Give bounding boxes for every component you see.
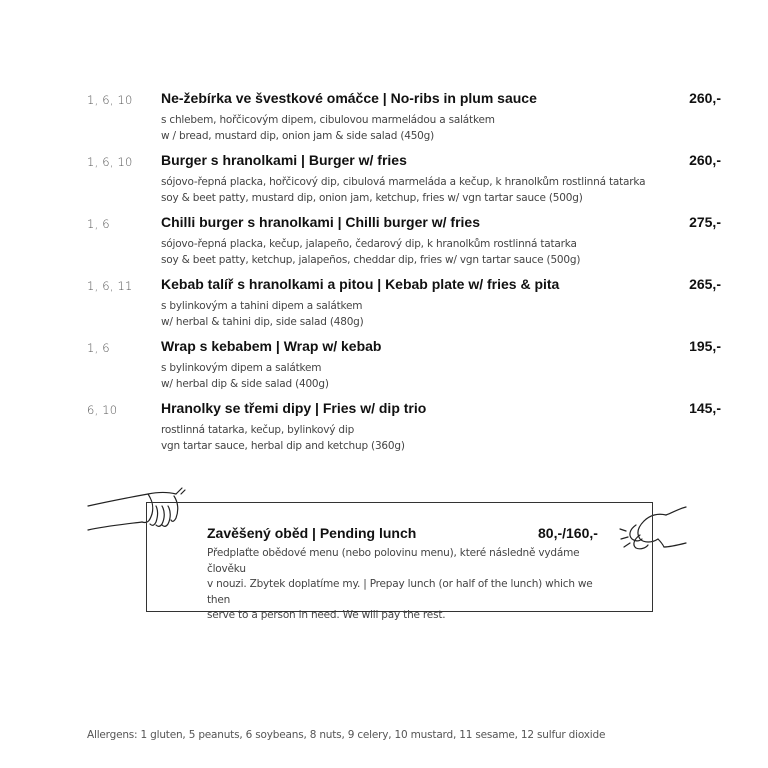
dish-description-en: w/ herbal dip & side salad (400g)	[161, 377, 329, 390]
dish-description-cz: sójovo-řepná placka, kečup, jalapeño, čedarový dip, k hranolkům rostlinná tatarka	[161, 238, 577, 250]
dish-description-en: w / bread, mustard dip, onion jam & side salad (450g)	[161, 129, 435, 142]
menu-item	[0, 336, 768, 398]
pending-lunch-price: 80,-/160,-	[538, 525, 598, 541]
allergen-codes: 1, 6, 10	[87, 155, 133, 169]
dish-title: Ne-žebírka ve švestkové omáčce | No-ribs in plum sauce	[161, 90, 537, 106]
dish-title: Burger s hranolkami | Burger w/ fries	[161, 152, 407, 168]
dish-description	[161, 423, 405, 454]
dish-description	[161, 299, 364, 330]
pending-lunch-title: Zavěšený oběd | Pending lunch	[207, 525, 417, 541]
allergens-legend: Allergens: 1 gluten, 5 peanuts, 6 soybeans, 8 nuts, 9 celery, 10 mustard, 11 sesame, 12 sulfur dioxide	[87, 729, 606, 741]
dish-title: Wrap s kebabem | Wrap w/ kebab	[161, 338, 382, 354]
dish-price: 260,-	[689, 152, 721, 168]
dish-description-en: vgn tartar sauce, herbal dip and ketchup (360g)	[161, 439, 405, 452]
pending-lunch-line: Předplaťte obědové menu (nebo polovinu menu), které následně vydáme člověku	[207, 547, 580, 575]
dish-price: 260,-	[689, 90, 721, 106]
pending-lunch-description	[207, 546, 617, 624]
allergen-codes: 1, 6	[87, 217, 110, 231]
menu-item	[0, 398, 768, 460]
menu-item	[0, 212, 768, 274]
dish-price: 195,-	[689, 338, 721, 354]
dish-description-cz: s bylinkovým a tahini dipem a salátkem	[161, 300, 363, 312]
menu-item	[0, 150, 768, 212]
dish-description	[161, 361, 329, 392]
pending-lunch-line: serve to a person in need. We will pay the rest.	[207, 609, 446, 621]
allergen-codes: 1, 6, 11	[87, 279, 133, 293]
dish-title: Kebab talíř s hranolkami a pitou | Kebab plate w/ fries & pita	[161, 276, 560, 292]
menu-item	[0, 88, 768, 150]
dish-description-cz: rostlinná tatarka, kečup, bylinkový dip	[161, 424, 355, 436]
dish-title: Hranolky se třemi dipy | Fries w/ dip trio	[161, 400, 427, 416]
allergen-codes: 1, 6, 10	[87, 93, 133, 107]
dish-description	[161, 113, 495, 144]
dish-description	[161, 237, 580, 268]
pending-lunch-line: v nouzi. Zbytek doplatíme my. | Prepay lunch (or half of the lunch) which we then	[207, 578, 593, 606]
allergen-codes: 1, 6	[87, 341, 110, 355]
menu-item	[0, 274, 768, 336]
dish-description-cz: s chlebem, hořčicovým dipem, cibulovou marmeládou a salátkem	[161, 114, 495, 126]
dish-price: 275,-	[689, 214, 721, 230]
dish-description	[161, 175, 645, 206]
dish-description-cz: s bylinkovým dipem a salátkem	[161, 362, 322, 374]
dish-price: 265,-	[689, 276, 721, 292]
allergen-codes: 6, 10	[87, 403, 118, 417]
pending-lunch-box	[146, 502, 653, 621]
dish-description-en: soy & beet patty, ketchup, jalapeños, cheddar dip, fries w/ vgn tartar sauce (500g)	[161, 253, 581, 266]
dish-price: 145,-	[689, 400, 721, 416]
dish-description-en: w/ herbal & tahini dip, side salad (480g)	[161, 315, 364, 328]
dish-title: Chilli burger s hranolkami | Chilli burger w/ fries	[161, 214, 480, 230]
menu-list	[0, 88, 768, 460]
dish-description-cz: sójovo-řepná placka, hořčicový dip, cibulová marmeláda a kečup, k hranolkům rostlinná tatarka	[161, 176, 646, 188]
dish-description-en: soy & beet patty, mustard dip, onion jam, ketchup, fries w/ vgn tartar sauce (500g)	[161, 191, 583, 204]
